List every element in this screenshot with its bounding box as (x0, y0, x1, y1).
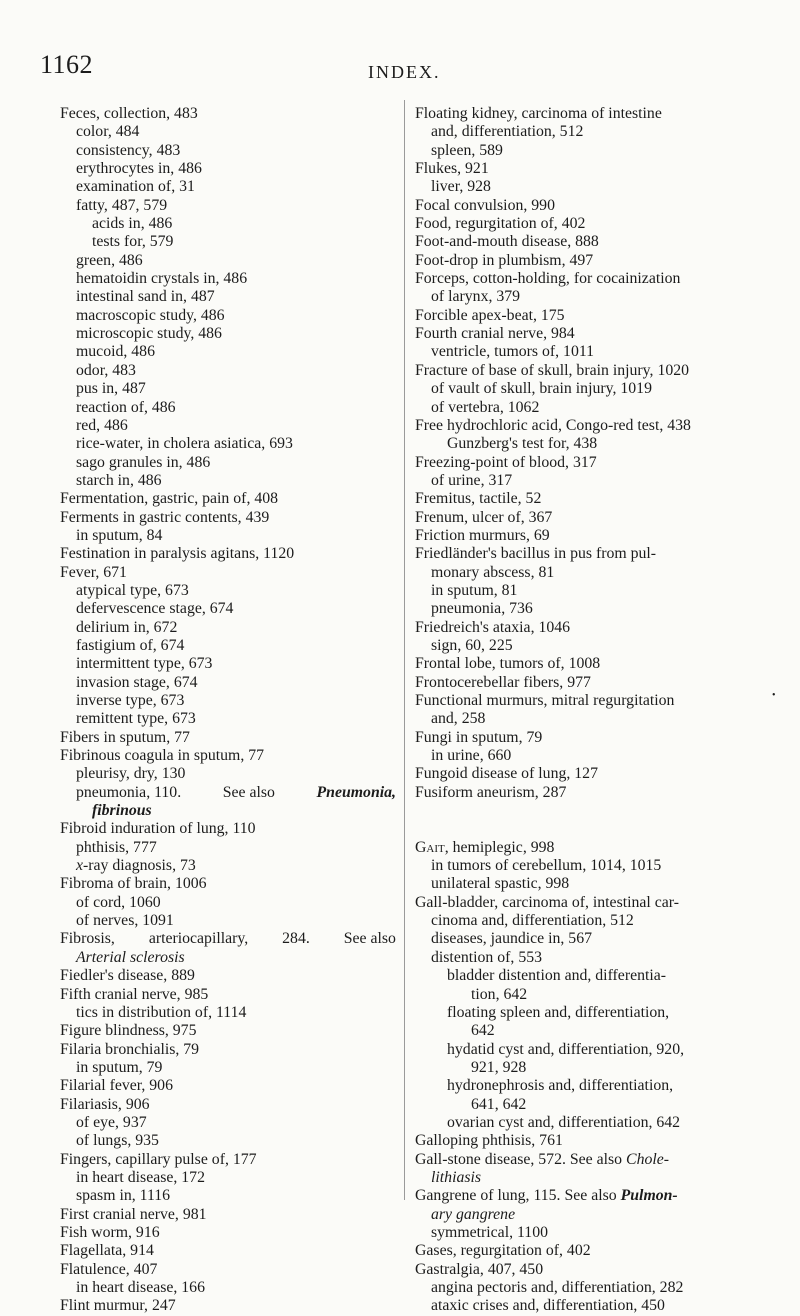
index-entry: Frontal lobe, tumors of, 1008 (415, 655, 601, 673)
index-subentry: Gunzberg's test for, 438 (447, 435, 598, 453)
index-subentry: pus in, 487 (76, 380, 146, 398)
index-entry: Fracture of base of skull, brain injury, 1020 (415, 361, 690, 379)
index-subentry: examination of, 31 (76, 178, 195, 196)
index-entry: Fish worm, 916 (60, 1223, 160, 1241)
index-subentry: fatty, 487, 579 (76, 196, 168, 214)
cross-reference[interactable]: lithiasis (431, 1168, 482, 1186)
cross-reference[interactable]: Pneumonia, (316, 783, 396, 801)
index-entry: Freezing-point of blood, 317 (415, 453, 597, 471)
index-entry: Foot-drop in plumbism, 497 (415, 251, 594, 269)
index-entry: Forceps, cotton-holding, for cocainization (415, 270, 681, 288)
index-subentry: distention of, 553 (431, 948, 543, 966)
index-entry: Figure blindness, 975 (60, 1022, 197, 1040)
index-subentry: intestinal sand in, 487 (76, 288, 215, 306)
index-subentry: spleen, 589 (431, 141, 503, 159)
index-entry: Friedreich's ataxia, 1046 (415, 618, 571, 636)
index-subentry: microscopic study, 486 (76, 325, 222, 343)
index-subentry: of vault of skull, brain injury, 1019 (431, 380, 652, 398)
cross-reference[interactable]: Chole- (626, 1150, 670, 1168)
index-entry: Fungi in sputum, 79 (415, 728, 543, 746)
see-also-label: See also (222, 783, 275, 801)
entry-text: pneumonia, 110. (76, 783, 182, 801)
index-subentry: phthisis, 777 (76, 838, 157, 856)
index-entry: Filariasis, 906 (60, 1095, 150, 1113)
index-subentry: in sputum, 79 (76, 1058, 163, 1076)
index-entry: Fibrinous coagula in sputum, 77 (60, 747, 265, 765)
index-subentry: monary abscess, 81 (431, 563, 555, 581)
index-entry: Free hydrochloric acid, Congo-red test, 438 (415, 416, 691, 434)
index-subentry: ventricle, tumors of, 1011 (431, 343, 595, 361)
index-entry: Filarial fever, 906 (60, 1077, 173, 1095)
index-subentry: pneumonia, 736 (431, 600, 533, 618)
index-subentry: bladder distention and, differentia- (447, 967, 667, 985)
index-entry: Flukes, 921 (415, 160, 489, 178)
index-entry: Fingers, capillary pulse of, 177 (60, 1150, 257, 1168)
index-subentry (60, 857, 396, 875)
index-subentry: of urine, 317 (431, 471, 513, 489)
index-subentry: in urine, 660 (431, 747, 512, 765)
entry-text: 284. (282, 930, 310, 948)
index-entry: Festination in paralysis agitans, 1120 (60, 545, 295, 563)
index-subentry: sign, 60, 225 (431, 636, 513, 654)
see-also-label: See also (343, 930, 396, 948)
index-entry: Foot-and-mouth disease, 888 (415, 233, 599, 251)
index-entry: Fermentation, gastric, pain of, 408 (60, 490, 279, 508)
index-column-left (60, 105, 396, 1316)
index-subentry: ovarian cyst and, differentiation, 642 (447, 1113, 681, 1131)
index-entry: Flatulence, 407 (60, 1260, 158, 1278)
page-number: 1162 (40, 50, 94, 79)
index-subentry: tics in distribution of, 1114 (76, 1003, 247, 1021)
index-entry: Friedländer's bacillus in pus from pul- (415, 545, 657, 563)
index-entry: Fourth cranial nerve, 984 (415, 325, 575, 343)
index-subentry: macroscopic study, 486 (76, 306, 225, 324)
index-subentry: cinoma and, differentiation, 512 (431, 912, 634, 930)
index-entry: Fremitus, tactile, 52 (415, 490, 542, 508)
index-subentry: and, 258 (431, 710, 486, 728)
see-also-label: See also (569, 1150, 623, 1168)
index-subentry: tion, 642 (471, 985, 528, 1003)
index-subentry: starch in, 486 (76, 471, 162, 489)
index-subentry: tests for, 579 (92, 233, 174, 251)
index-entry: Galloping phthisis, 761 (415, 1132, 563, 1150)
running-head: INDEX. (368, 62, 441, 82)
index-entry: Fibroma of brain, 1006 (60, 875, 207, 893)
index-subentry: of nerves, 1091 (76, 912, 174, 930)
index-subentry: hematoidin crystals in, 486 (76, 270, 248, 288)
index-entry: Friction murmurs, 69 (415, 526, 550, 544)
index-subentry: inverse type, 673 (76, 692, 185, 709)
entry-text: Gall-stone disease, 572. (415, 1150, 566, 1168)
index-subentry: erythrocytes in, 486 (76, 160, 202, 178)
x-ray-prefix: x (76, 857, 84, 875)
index-subentry: spasm in, 1116 (76, 1187, 171, 1205)
margin-mark: • (772, 690, 776, 701)
cross-reference[interactable]: fibrinous (92, 802, 152, 820)
index-subentry: hydronephrosis and, differentiation, (447, 1077, 674, 1095)
index-entry: Frenum, ulcer of, 367 (415, 508, 553, 526)
index-subentry: of larynx, 379 (431, 288, 521, 306)
index-subentry: atypical type, 673 (76, 581, 189, 599)
entry-text: Fibrosis, (60, 930, 115, 948)
index-entry: Filaria bronchialis, 79 (60, 1040, 200, 1058)
index-entry: Gastralgia, 407, 450 (415, 1260, 544, 1278)
index-subentry: sago granules in, 486 (76, 453, 211, 471)
index-entry: Flagellata, 914 (60, 1242, 154, 1260)
cross-reference[interactable]: Pulmon- (620, 1187, 678, 1205)
index-subentry: consistency, 483 (76, 141, 181, 159)
index-subentry: of cord, 1060 (76, 893, 161, 911)
index-entry: Fibroid induration of lung, 110 (60, 820, 256, 838)
index-subentry: of vertebra, 1062 (431, 398, 540, 416)
index-entry: Feces, collection, 483 (60, 105, 198, 122)
index-subentry: angina pectoris and, differentiation, 282 (431, 1279, 684, 1296)
index-entry: Functional murmurs, mitral regurgitation (415, 692, 675, 709)
index-subentry: odor, 483 (76, 361, 136, 379)
index-subentry: reaction of, 486 (76, 398, 176, 416)
index-subentry: diseases, jaundice in, 567 (431, 930, 593, 948)
index-subentry: hydatid cyst and, differentiation, 920, (447, 1040, 685, 1058)
section-initial-word: Gait (415, 838, 445, 856)
index-entry: Gall-bladder, carcinoma of, intestinal car- (415, 893, 679, 911)
index-entry: Flint murmur, 247 (60, 1297, 176, 1315)
index-entry: Frontocerebellar fibers, 977 (415, 673, 591, 691)
index-entry: First cranial nerve, 981 (60, 1205, 207, 1223)
entry-text: Gangrene of lung, 115. (415, 1187, 561, 1205)
index-subentry: remittent type, 673 (76, 710, 196, 728)
index-subentry: acids in, 486 (92, 215, 173, 233)
index-subentry: invasion stage, 674 (76, 673, 198, 691)
index-entry: Ferments in gastric contents, 439 (60, 508, 270, 526)
index-subentry: intermittent type, 673 (76, 655, 213, 673)
index-subentry: liver, 928 (431, 178, 491, 196)
index-entry: Fusiform aneurism, 287 (415, 783, 567, 801)
index-entry: Floating kidney, carcinoma of intestine (415, 105, 662, 122)
index-subentry: green, 486 (76, 251, 143, 269)
entry-text: , hemiplegic, 998 (444, 838, 555, 856)
index-subentry: in sputum, 84 (76, 526, 163, 544)
index-subentry: rice-water, in cholera asiatica, 693 (76, 435, 293, 453)
index-subentry: fastigium of, 674 (76, 636, 185, 654)
index-subentry: 641, 642 (471, 1095, 527, 1113)
index-subentry (60, 784, 396, 802)
entry-text: arteriocapillary, (148, 930, 249, 948)
index-subentry: 642 (471, 1022, 495, 1040)
index-entry: Fever, 671 (60, 563, 127, 581)
index-subentry: ataxic crises and, differentiation, 450 (431, 1297, 665, 1315)
cross-reference[interactable]: ary gangrene (431, 1205, 516, 1223)
index-entry (415, 839, 755, 857)
index-subentry: 921, 928 (471, 1058, 527, 1076)
see-also-label: See also (564, 1187, 617, 1205)
index-subentry: defervescence stage, 674 (76, 600, 234, 618)
index-subentry: of lungs, 935 (76, 1132, 159, 1150)
index-subentry: unilateral spastic, 998 (431, 875, 570, 893)
index-entry: Forcible apex-beat, 175 (415, 306, 565, 324)
index-entry: Fiedler's disease, 889 (60, 967, 195, 985)
index-entry (415, 1151, 755, 1169)
index-subentry: in sputum, 81 (431, 581, 518, 599)
index-subentry: pleurisy, dry, 130 (76, 765, 186, 783)
index-subentry: mucoid, 486 (76, 343, 155, 361)
entry-text: -ray diagnosis, 73 (83, 857, 196, 875)
index-subentry: symmetrical, 1100 (431, 1223, 548, 1241)
index-entry: Focal convulsion, 990 (415, 196, 555, 214)
index-subentry: floating spleen and, differentiation, (447, 1003, 670, 1021)
index-column-right (415, 105, 755, 1316)
index-entry: Gases, regurgitation of, 402 (415, 1242, 591, 1260)
index-subentry: delirium in, 672 (76, 618, 178, 636)
column-divider (404, 100, 405, 1200)
index-subentry: in tumors of cerebellum, 1014, 1015 (431, 857, 662, 875)
index-entry: Fifth cranial nerve, 985 (60, 985, 209, 1003)
index-entry: Food, regurgitation of, 402 (415, 215, 586, 233)
index-subentry: in heart disease, 172 (76, 1168, 205, 1186)
index-entry: Fibers in sputum, 77 (60, 728, 190, 746)
index-entry (415, 1187, 755, 1205)
letter-section-gap (415, 802, 755, 839)
index-subentry: red, 486 (76, 416, 128, 434)
index-subentry: in heart disease, 166 (76, 1279, 205, 1296)
index-subentry: and, differentiation, 512 (431, 123, 584, 141)
index-entry (60, 930, 396, 948)
index-entry: Fungoid disease of lung, 127 (415, 765, 598, 783)
index-subentry: color, 484 (76, 123, 140, 141)
cross-reference[interactable]: Arterial sclerosis (76, 948, 185, 966)
index-subentry: of eye, 937 (76, 1113, 147, 1131)
